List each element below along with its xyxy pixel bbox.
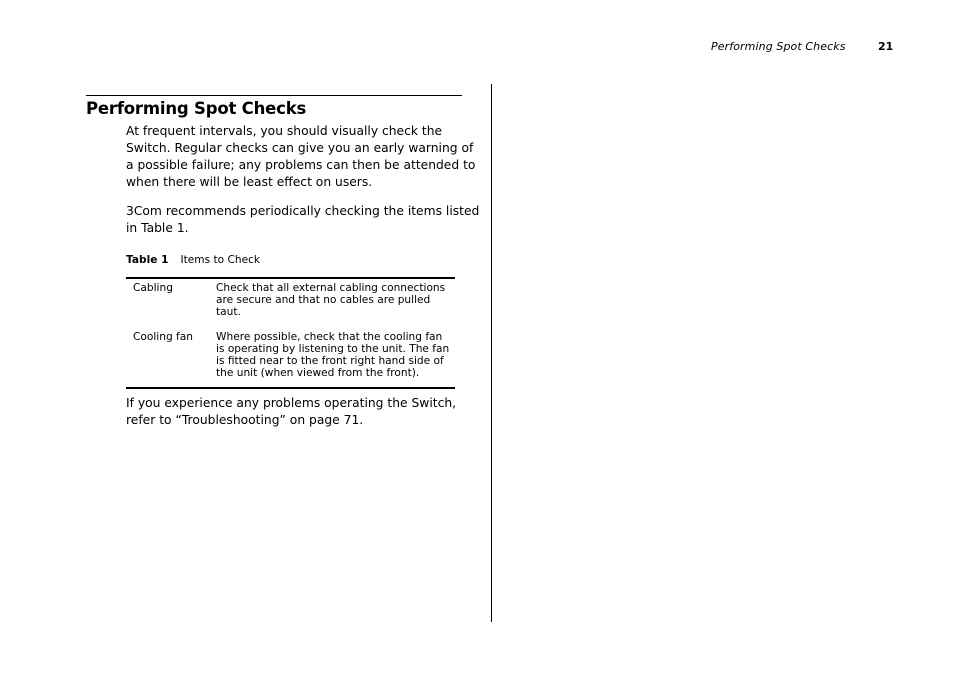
paragraph-line: when there will be least effect on users. (126, 175, 373, 189)
table-row-term: Cooling fan (133, 331, 193, 343)
section-title: Performing Spot Checks (86, 99, 307, 118)
paragraph-line: refer to “Troubleshooting” on page 71. (126, 413, 364, 427)
description-line: the unit (when viewed from the front). (216, 367, 420, 379)
table-row-description (216, 331, 456, 379)
paragraph-line: Switch. Regular checks can give you an early warning of (126, 141, 474, 155)
paragraph-line: a possible failure; any problems can then be attended to (126, 158, 476, 172)
table-caption-text: Items to Check (180, 254, 261, 266)
recommendation-paragraph (126, 203, 480, 237)
intro-paragraph (126, 123, 476, 191)
paragraph-line: If you experience any problems operating the Switch, (126, 396, 457, 410)
troubleshooting-paragraph (126, 395, 462, 429)
running-head-title: Performing Spot Checks (711, 40, 846, 53)
column-divider (491, 84, 492, 622)
table-row-term: Cabling (133, 282, 173, 294)
page-number: 21 (878, 40, 894, 53)
paragraph-line: 3Com recommends periodically checking the items listed (126, 204, 480, 218)
description-line: is fitted near to the front right hand side of (216, 355, 444, 367)
table-caption-label: Table 1 (126, 254, 169, 266)
table-top-rule (126, 277, 455, 279)
description-line: taut. (216, 306, 241, 318)
description-line: is operating by listening to the unit. The fan (216, 343, 450, 355)
description-line: are secure and that no cables are pulled (216, 294, 431, 306)
description-line: Check that all external cabling connections (216, 282, 446, 294)
section-rule (86, 95, 462, 96)
paragraph-line: in Table 1. (126, 221, 189, 235)
paragraph-line: At frequent intervals, you should visually check the (126, 124, 443, 138)
description-line: Where possible, check that the cooling fan (216, 331, 443, 343)
table-caption (126, 253, 260, 267)
table-row-description (216, 282, 456, 318)
table-bottom-rule (126, 387, 455, 389)
